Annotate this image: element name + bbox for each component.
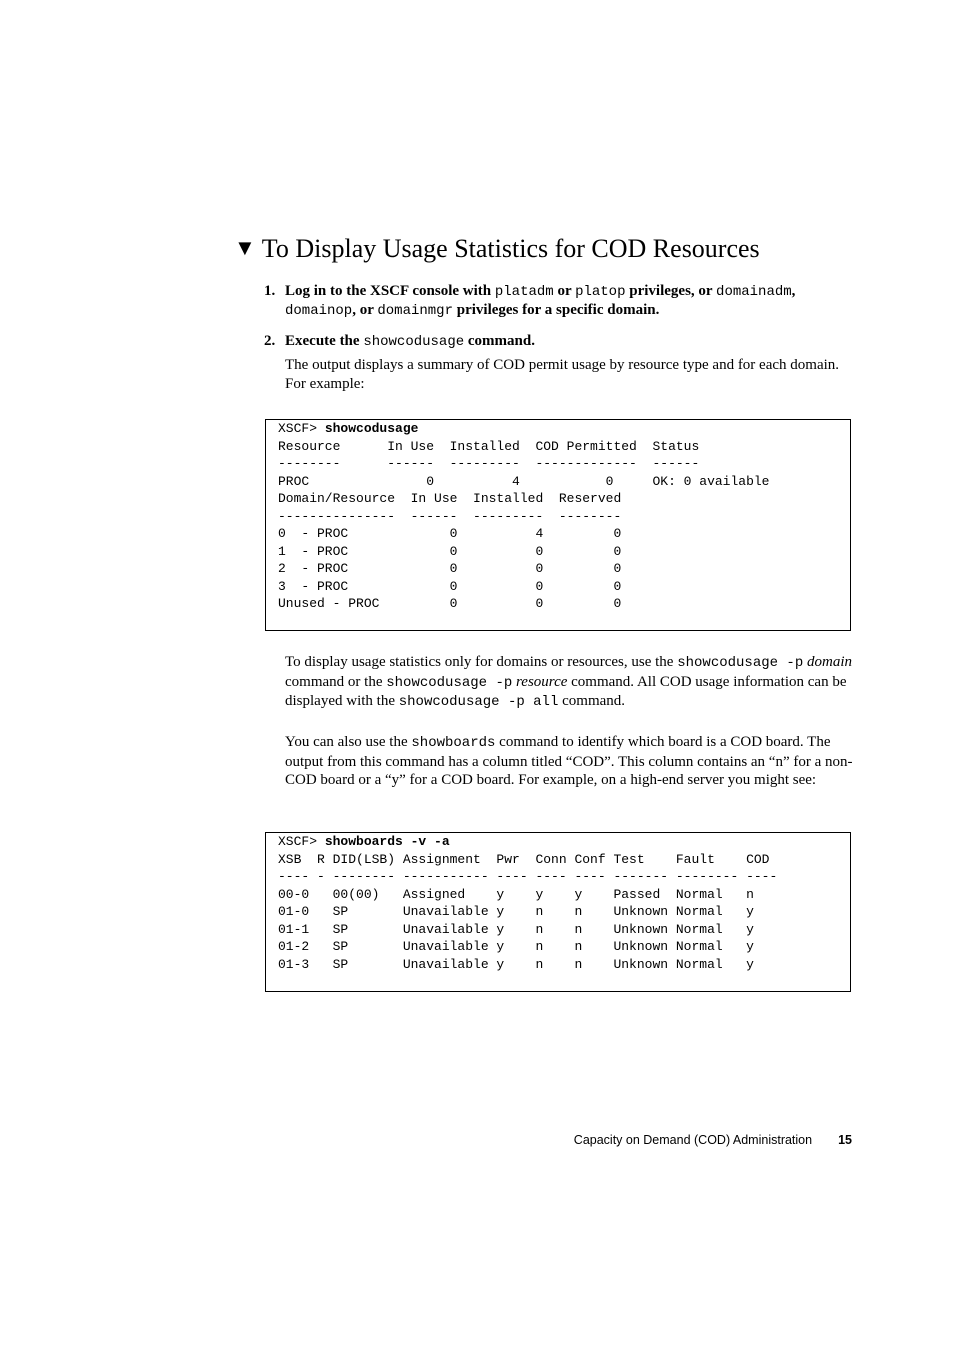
paragraph-showboards: [285, 733, 853, 790]
step-1-text-2: or: [553, 283, 576, 299]
step-1-code-domainop: domainop: [285, 303, 353, 319]
code-block-showboards: [265, 832, 851, 992]
step-1-code-platop: platop: [575, 284, 626, 300]
section-heading: [234, 234, 760, 264]
code-block-showcodusage: [265, 419, 851, 631]
code-1-output: Resource In Use Installed COD Permitted Status -------- ------ --------- ------------- ------ PROC 0 4 0 OK: 0 available Domain/Resource In Use Installed Reserved --------------- ------ --------- -------- 0 - PROC 0 4 0 1 - PROC 0 0 0 2 - PROC 0 0 0 3 - PROC 0 0 0 Unused - PROC 0 0 0: [278, 438, 770, 611]
para-1-code-2: showcodusage -p: [386, 674, 513, 691]
footer-chapter-title: Capacity on Demand (COD) Administration: [573, 1133, 813, 1147]
para-1-text-3: command. All COD usage information can be displayed with the: [285, 673, 847, 709]
para-1-italic-domain: domain: [807, 654, 852, 670]
code-1-prompt: XSCF>: [278, 421, 325, 436]
footer-page-number: 15: [838, 1133, 852, 1147]
code-1-command: showcodusage: [324, 421, 419, 436]
para-1-italic-resource: resource: [516, 673, 568, 690]
code-2-output: XSB R DID(LSB) Assignment Pwr Conn Conf Test Fault COD ---- - -------- ----------- ---- ---- ---- ------- -------- ---- 00-0 00(00) Assigned y y y Passed Normal n 01-0 SP Unavailable y n n Unknown Normal y 01-1 SP Unavailable y n n Unknown Normal y 01-2 SP Unavailable y n n Unknown Normal y 01-3 SP Unavailable y n n Unknown Normal y: [278, 851, 778, 972]
paragraph-usage-options: [285, 653, 853, 712]
para-1-code-3: showcodusage -p all: [398, 694, 559, 710]
step-2-code-showcodusage: showcodusage: [363, 334, 465, 350]
step-1: [264, 282, 854, 320]
step-1-number: 1.: [264, 283, 276, 299]
section-title: To Display Usage Statistics for COD Resources: [261, 234, 760, 263]
step-1-text-4: ,: [791, 283, 796, 299]
step-2-text-1: Execute the: [285, 333, 364, 349]
page-footer: [520, 1133, 852, 1147]
para-1-code-1: showcodusage -p: [677, 655, 804, 671]
step-1-code-domainadm: domainadm: [716, 284, 792, 300]
step-1-code-platadm: platadm: [494, 284, 554, 300]
para-2-text-2: command to identify which board is a COD board. The output from this command has a column titled “COD”. This column contains an “n” for a non-COD board or a “y” for a COD board. For example, on a high-end server you might see:: [285, 734, 853, 788]
step-2-number: 2.: [264, 333, 276, 349]
step-1-code-domainmgr: domainmgr: [377, 303, 453, 319]
code-2-prompt: XSCF>: [278, 834, 325, 849]
para-1-text-4: command.: [558, 693, 626, 709]
step-1-text-6: privileges for a specific domain.: [452, 302, 660, 318]
step-1-text-3: privileges, or: [625, 283, 717, 299]
para-1-text-1: To display usage statistics only for domains or resources, use the: [285, 654, 678, 670]
triangle-marker-icon: ▼: [234, 235, 256, 260]
para-1-text-2: command or the: [285, 673, 387, 690]
step-2-body: The output displays a summary of COD permit usage by resource type and for each domain. For example:: [285, 357, 840, 392]
para-2-code-showboards: showboards: [411, 735, 496, 751]
code-2-command: showboards -v -a: [324, 834, 450, 849]
step-1-text-5: , or: [352, 302, 378, 318]
step-2: [264, 332, 854, 351]
step-2-text-2: command.: [464, 333, 535, 349]
step-1-text-1: Log in to the XSCF console with: [285, 283, 495, 299]
para-2-text-1: You can also use the: [285, 734, 412, 750]
